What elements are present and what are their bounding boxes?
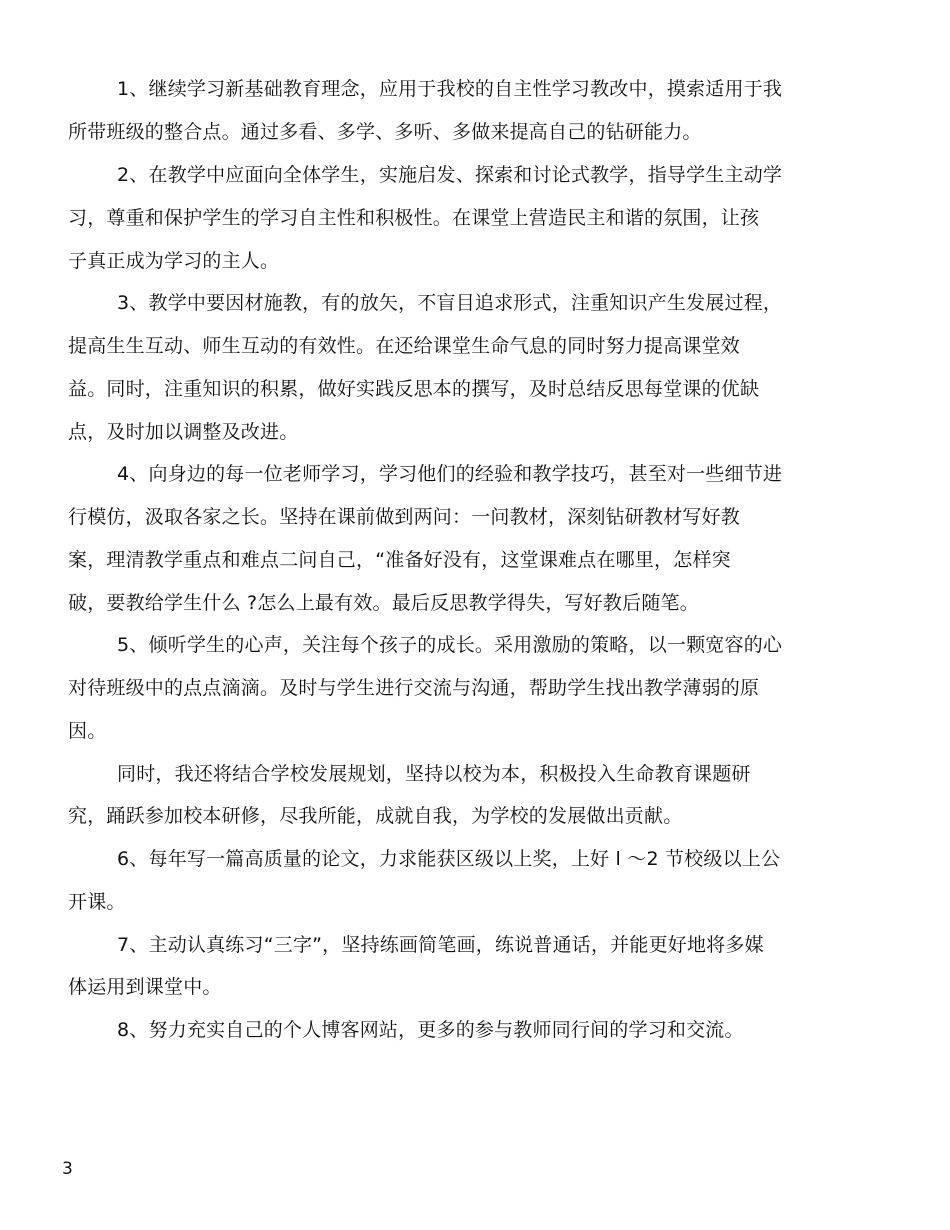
text-line: 提高生生互动、师生互动的有效性。在还给课堂生命气息的同时努力提高课堂效 [68,335,741,357]
text-line: 2、在教学中应面向全体学生，实施启发、探索和讨论式教学，指导学生主动学 [117,164,783,186]
text-line: 7、主动认真练习“三字”，坚持练画简笔画，练说普通话，并能更好地将多媒 [117,934,764,956]
text-line: 究，踊跃参加校本研修，尽我所能，成就自我，为学校的发展做出贡献。 [68,805,683,827]
text-line: 所带班级的整合点。通过多看、多学、多听、多做来提高自己的钻研能力。 [68,121,702,143]
text-line: 破，要教给学生什么 ?怎么上最有效。最后反思教学得失，写好教后随笔。 [68,592,699,614]
text-line: 对待班级中的点点滴滴。及时与学生进行交流与沟通，帮助学生找出教学薄弱的原 [68,677,760,699]
text-line: 因。 [68,720,107,742]
text-line: 6、每年写一篇高质量的论文，力求能获区级以上奖，上好 l ～2 节校级以上公 [117,848,781,870]
text-line: 4、向身边的每一位老师学习，学习他们的经验和教学技巧，甚至对一些细节进 [117,463,783,485]
text-line: 开课。 [68,891,126,913]
text-line: 点，及时加以调整及改进。 [68,421,299,443]
text-line: 行模仿，汲取各家之长。坚持在课前做到两问：一问教材，深刻钻研教材写好教 [68,506,741,528]
text-line: 习，尊重和保护学生的学习自主性和积极性。在课堂上营造民主和谐的氛围，让孩 [68,207,760,229]
text-line: 1、继续学习新基础教育理念，应用于我校的自主性学习教改中，摸索适用于我 [117,78,783,100]
text-line: 8、努力充实自己的个人博客网站，更多的参与教师同行间的学习和交流。 [117,1019,744,1041]
text-line: 3、教学中要因材施教，有的放矢，不盲目追求形式，注重知识产生发展过程， [117,292,783,314]
text-line: 案，理清教学重点和难点二问自己，“准备好没有，这堂课难点在哪里，怎样突 [68,549,731,571]
text-line: 子真正成为学习的主人。 [68,250,280,272]
text-line: 同时，我还将结合学校发展规划，坚持以校为本，积极投入生命教育课题研 [117,763,751,785]
text-line: 5、倾听学生的心声，关注每个孩子的成长。采用激励的策略，以一颗宽容的心 [117,634,783,656]
text-line: 益。同时，注重知识的积累，做好实践反思本的撰写，及时总结反思每堂课的优缺 [68,378,760,400]
text-line: 体运用到课堂中。 [68,976,222,998]
page-number: 3 [62,1159,73,1179]
